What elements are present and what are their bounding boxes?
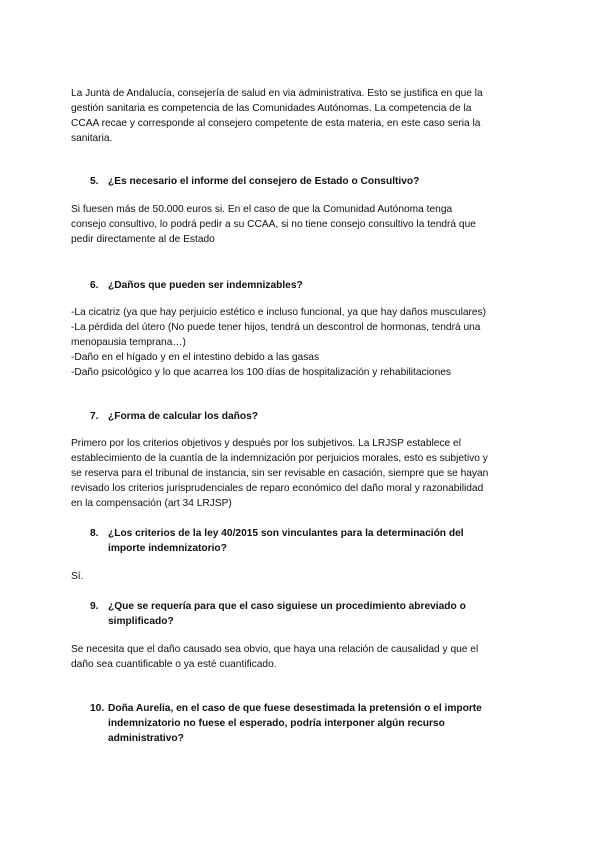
text-line: -Daño en el hígado y en el intestino debido a las gasas	[71, 351, 320, 363]
text-line: -La pérdida del útero (No puede tener hijos, tendrá un descontrol de hormonas, tendrá una	[71, 321, 481, 333]
question-title: indemnizatorio no fuese el esperado, podría interponer algún recurso	[108, 718, 445, 729]
question-title: importe indemnizatorio?	[108, 543, 227, 554]
question-heading	[90, 599, 530, 629]
text-line: Sí.	[71, 571, 84, 582]
text-line: gestión sanitaria es competencia de las Comunidades Autónomas. La competencia de la	[71, 102, 472, 114]
text-line: La Junta de Andalucía, consejería de salud en via administrativa. Esto se justifica en que la	[71, 88, 483, 99]
text-line: establecimiento de la cuantía de la indemnización por perjuicios morales, esto es subjetivo y	[71, 452, 488, 464]
answer-paragraph	[71, 306, 531, 381]
question-number: 6.	[90, 280, 99, 291]
text-line: -La cicatriz (ya que hay perjuicio estético e incluso funcional, ya que hay daños musculares)	[71, 307, 487, 318]
text-line: -Daño psicológico y lo que acarrea los 100 días de hospitalización y rehabilitaciones	[71, 366, 451, 378]
question-title: ¿Es necesario el informe del consejero de Estado o Consultivo?	[108, 176, 420, 187]
answer-paragraph	[71, 437, 531, 512]
question-title: ¿Los criterios de la ley 40/2015 son vinculantes para la determinación del	[108, 528, 464, 539]
question-heading	[90, 701, 530, 746]
question-number: 10.	[90, 703, 105, 714]
question-heading	[90, 278, 530, 293]
question-title: ¿Que se requería para que el caso siguiese un procedimiento abreviado o	[108, 601, 466, 612]
text-line: revisado los criterios jurisprudenciales de reparo económico del daño moral y razonabilidad	[71, 482, 484, 494]
question-title: ¿Daños que pueden ser indemnizables?	[108, 280, 303, 291]
text-line: se reserva para el tribunal de instancia, sin ser revisable en casación, siempre que se hayan	[71, 467, 489, 479]
question-title: administrativo?	[108, 733, 184, 744]
text-line: consejo consultivo, lo podrá pedir a su CCAA, si no tiene consejo consultivo la tendrá que	[71, 218, 476, 230]
question-heading	[90, 409, 530, 424]
question-title: ¿Forma de calcular los daños?	[108, 411, 259, 422]
question-number: 9.	[90, 601, 99, 612]
text-line: CCAA recae y corresponde al consejero competente de esta materia, en este caso seria la	[71, 117, 481, 129]
question-number: 8.	[90, 528, 99, 539]
answer-paragraph	[71, 570, 531, 585]
question-title: Doña Aurelia, en el caso de que fuese desestimada la pretensión o el importe	[108, 703, 482, 714]
text-line: Si fuesen más de 50.000 euros si. En el caso de que la Comunidad Autónoma tenga	[71, 204, 453, 215]
answer-paragraph	[71, 203, 531, 248]
question-heading	[90, 174, 530, 189]
answer-paragraph	[71, 643, 531, 673]
question-number: 5.	[90, 176, 99, 187]
intro-paragraph	[71, 87, 531, 147]
text-line: menopausia temprana…)	[71, 336, 186, 348]
text-line: Primero por los criterios objetivos y después por los subjetivos. La LRJSP establece el	[71, 438, 461, 449]
question-heading	[90, 526, 530, 556]
text-line: sanitaria.	[71, 132, 113, 144]
question-title: simplificado?	[108, 616, 174, 627]
text-line: daño sea cuantificable o ya esté cuantificado.	[71, 658, 277, 670]
text-line: en la compensación (art 34 LRJSP)	[71, 497, 232, 509]
question-number: 7.	[90, 411, 99, 422]
text-line: pedir directamente al de Estado	[71, 233, 215, 245]
text-line: Se necesita que el daño causado sea obvio, que haya una relación de causalidad y que el	[71, 644, 479, 655]
